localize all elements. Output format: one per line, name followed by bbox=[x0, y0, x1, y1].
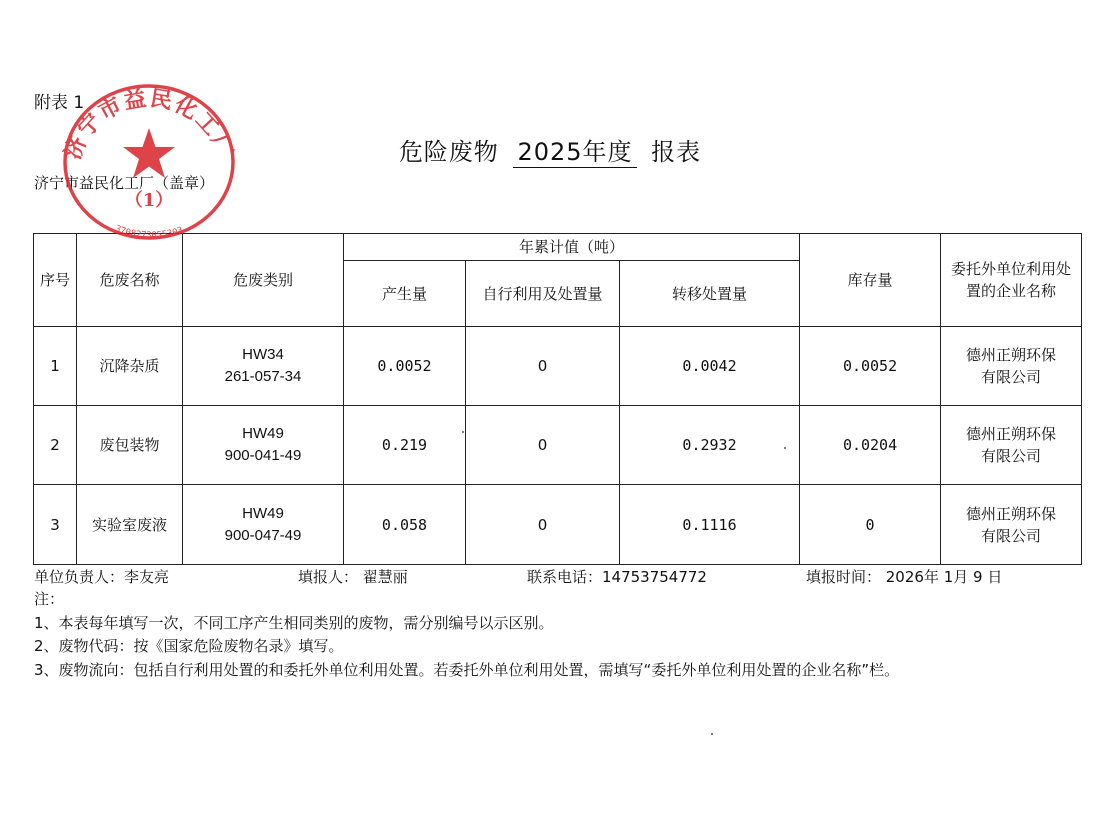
seal-number: 3708273055303 bbox=[113, 223, 185, 240]
cell-no: 1 bbox=[34, 327, 77, 406]
attachment-label: 附表 1 bbox=[34, 93, 85, 113]
seal-star bbox=[123, 128, 175, 178]
header-self-use: 自行利用及处置量 bbox=[466, 261, 620, 327]
header-no: 序号 bbox=[34, 234, 77, 327]
waste-report-table bbox=[33, 233, 1082, 565]
cell-no: 3 bbox=[34, 485, 77, 565]
cell-self-use: 0 bbox=[466, 327, 620, 406]
company-line: 济宁市益民化工厂（盖章） bbox=[34, 174, 215, 192]
cell-entrusted bbox=[941, 406, 1082, 485]
header-category: 危废类别 bbox=[183, 234, 344, 327]
footer-phone: 联系电话：14753754772 bbox=[527, 568, 707, 586]
cell-transfer: 0.1116 bbox=[620, 485, 800, 565]
cell-stock: 0.0204 bbox=[800, 406, 941, 485]
header-produced: 产生量 bbox=[344, 261, 466, 327]
category-subcode: 900-047-49 bbox=[224, 526, 302, 544]
entrusted-line-1: 德州正朔环保 bbox=[966, 504, 1057, 523]
cell-name: 废包装物 bbox=[77, 406, 183, 485]
cell-entrusted bbox=[941, 485, 1082, 565]
company-seal bbox=[58, 82, 240, 240]
cell-self-use: 0 bbox=[466, 485, 620, 565]
cell-category bbox=[183, 485, 344, 565]
cell-name: 实验室废液 bbox=[77, 485, 183, 565]
table-row bbox=[34, 327, 1082, 406]
cell-self-use: 0 bbox=[466, 406, 620, 485]
header-name: 危废名称 bbox=[77, 234, 183, 327]
header-entrusted: 委托外单位利用处置的企业名称 bbox=[941, 234, 1082, 327]
notes-block bbox=[34, 588, 899, 682]
entrusted-line-1: 德州正朔环保 bbox=[966, 346, 1057, 364]
category-code: HW49 bbox=[242, 425, 284, 442]
cell-stock: 0.0052 bbox=[800, 327, 941, 406]
table-row bbox=[34, 406, 1082, 485]
table-row bbox=[34, 485, 1082, 565]
header-annual-group: 年累计值（吨） bbox=[344, 234, 800, 261]
cell-transfer: 0.2932 bbox=[620, 406, 800, 485]
cell-category bbox=[183, 406, 344, 485]
note-item: 1、本表每年填写一次，不同工序产生相同类别的废物，需分别编号以示区别。 bbox=[34, 613, 554, 632]
speck-mark bbox=[784, 447, 786, 449]
cell-name: 沉降杂质 bbox=[77, 327, 183, 406]
entrusted-line-1: 德州正朔环保 bbox=[966, 425, 1057, 443]
title-suffix: 报表 bbox=[651, 138, 702, 166]
seal-sub: （1） bbox=[124, 190, 174, 211]
notes-heading: 注： bbox=[34, 590, 65, 608]
header-stock: 库存量 bbox=[800, 234, 941, 327]
category-subcode: 900-041-49 bbox=[224, 447, 302, 464]
title-prefix: 危险废物 bbox=[398, 138, 499, 166]
category-subcode: 261-057-34 bbox=[224, 368, 302, 385]
entrusted-line-2: 有限公司 bbox=[981, 368, 1042, 386]
cell-stock: 0 bbox=[800, 485, 941, 565]
speck-mark bbox=[711, 733, 713, 735]
entrusted-line-2: 有限公司 bbox=[981, 447, 1042, 465]
cell-produced: 0.0052 bbox=[344, 327, 466, 406]
note-item: 3、废物流向：包括自行利用处置的和委托外单位利用处置。若委托外单位利用处置，需填写“委托外单位利用处置的企业名称”栏。 bbox=[34, 660, 900, 679]
cell-no: 2 bbox=[34, 406, 77, 485]
footer-date: 填报时间： 2026年 1月 9 日 bbox=[806, 568, 1003, 586]
cell-entrusted bbox=[941, 327, 1082, 406]
cell-category bbox=[183, 327, 344, 406]
category-code: HW49 bbox=[242, 504, 284, 522]
cell-produced: 0.058 bbox=[344, 485, 466, 565]
footer-responsible: 单位负责人：李友亮 bbox=[34, 568, 170, 586]
speck-mark bbox=[462, 431, 464, 433]
category-code: HW34 bbox=[242, 346, 284, 363]
note-item: 2、废物代码：按《国家危险废物名录》填写。 bbox=[34, 637, 344, 655]
cell-produced: 0.219 bbox=[344, 406, 466, 485]
entrusted-line-2: 有限公司 bbox=[981, 526, 1042, 545]
header-transfer: 转移处置量 bbox=[620, 261, 800, 327]
seal-ring-text: 济宁市益民化工厂 bbox=[60, 86, 238, 164]
title-year: 2025年度 bbox=[513, 132, 636, 168]
footer-filler: 填报人： 翟慧丽 bbox=[298, 568, 408, 586]
cell-transfer: 0.0042 bbox=[620, 327, 800, 406]
